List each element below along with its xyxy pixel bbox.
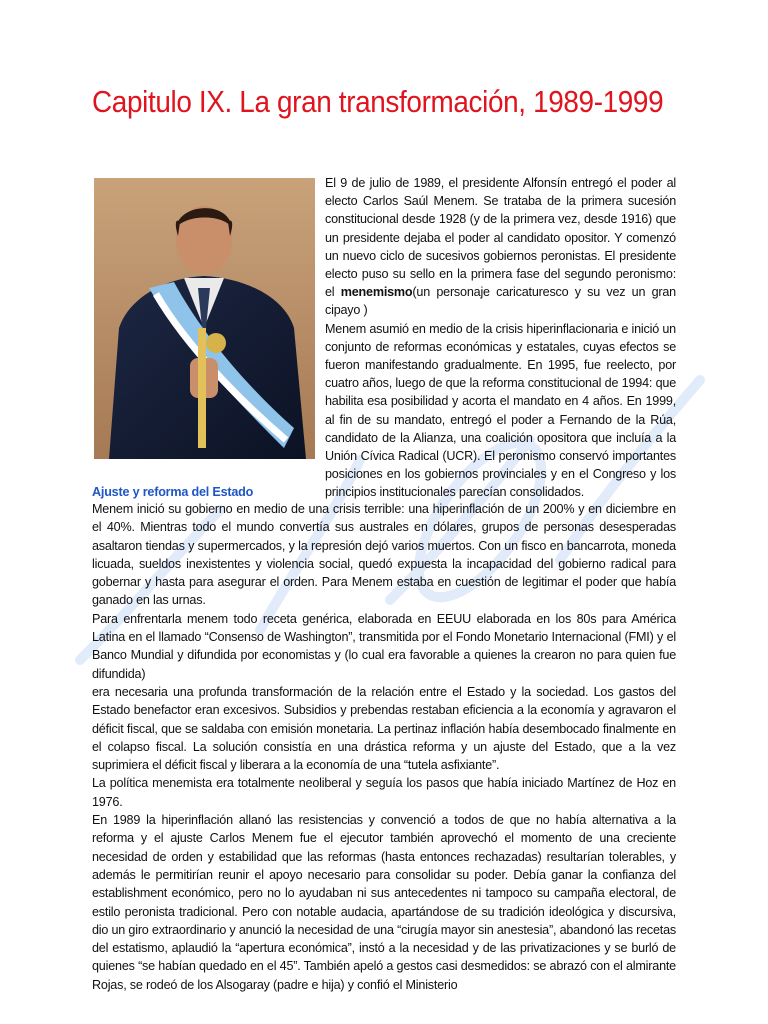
intro-paragraph-1-end: (un personaje caricaturesco y su vez un gran cipayo ) — [325, 285, 676, 318]
intro-paragraph-2: Menem asumió en medio de la crisis hiperinflacionaria e inició un conjunto de reformas económicas y estatales, cuyas efectos se fueron manifestando gradualmente. En 1995, fue reelecto, por cuatro años, luego de que la reforma constitucional de 1994: que habilita esa posibilidad y acorta el mandato en 4 años. En 1999, al fin de su mandato, entregó el poder a Fernando de la Rúa, candidato de la Alianza, una coalición opositora que incluía a la Unión Cívica Radical (UCR). El peronismo conservó importantes posiciones en los gobiernos provinciales y en el Congreso y los principios institucionales parecían consolidados. — [325, 321, 676, 500]
president-portrait-photo — [94, 178, 315, 459]
body-paragraph-2: Para enfrentarla menem todo receta genérica, elaborada en EEUU elaborada en los 80s para América Latina en el llamado “Consenso de Washington”, transmitida por el Fondo Monetario Internacional (FMI) y el Banco Mundial y difundida por economistas y (lo cual era favorable a quienes la crearon no para quien fue difundida) — [92, 611, 676, 681]
body-paragraph-5: En 1989 la hiperinflación allanó las resistencias y convenció a todos de que no había alternativa a la reforma y el ajuste Carlos Menem fue el ejecutor también aprovechó el momento de una creciente necesidad de orden y estabilidad que las reformas (hasta entonces rechazadas) resultarían tolerables, y además le permitirían reunir el apoyo necesario para consolidar su poder. Debía ganar la confianza del establishment económico, pero no lo ayudaban ni sus antecedentes ni tampoco su campaña electoral, de estilo peronista tradicional. Pero con notable audacia, apartándose de su tradición ideológica y discursiva, dio un giro extraordinario y anunció la necesidad de una “cirugía mayor sin anestesia”, abandonó las recetas del estatismo, aplaudió la “apertura económica”, instó a la necesidad y de las privatizaciones y se burló de quienes “se habían quedado en el 45”. También apeló a gestos casi desmedidos: se abrazó con el almirante Rojas, se rodeó de los Alsogaray (padre e hija) y confió el Ministerio — [92, 813, 676, 992]
intro-text-column — [325, 174, 676, 502]
intro-paragraph-1-text: El 9 de julio de 1989, el presidente Alfonsín entregó el poder al electo Carlos Saúl Menem. Se trataba de la primera sucesión constitucional desde 1928 (y de la primera vez, desde 1916) que un presidente dejaba el poder al candidato opositor. Y comenzó un nuevo ciclo de sucesivos gobiernos peronistas. El presidente electo puso su sello en la primera fase del segundo peronismo: el — [325, 176, 676, 300]
body-paragraph-4: La política menemista era totalmente neoliberal y seguía los pasos que había iniciado Martínez de Hoz en 1976. — [92, 776, 676, 809]
page-title: Capitulo IX. La gran transformación, 1989-1999 — [92, 84, 664, 119]
menemismo-term: menemismo — [340, 285, 413, 300]
section-heading: Ajuste y reforma del Estado — [92, 485, 254, 499]
body-paragraph-1: Menem inició su gobierno en medio de una crisis terrible: una hiperinflación de un 200% y en diciembre en el 40%. Mientras todo el mundo convertía sus australes en dólares, grupos de personas desesperadas asaltaron tiendas y supermercados, y la represión dejó varios muertos. Con un fisco en bancarrota, moneda licuada, sueldos inexistentes y violencia social, quedó expuesta la incapacidad del gobierno radical para gobernar y hasta para asegurar el orden. Para Menem estaba en cuestión de legitimar el poder que había ganado en las urnas. — [92, 502, 676, 608]
body-paragraph-3: era necesaria una profunda transformación de la relación entre el Estado y la sociedad. Los gastos del Estado benefactor eran excesivos. Subsidios y prebendas restaban eficiencia a la economía y agravaron el déficit fiscal, que se saldaba con emisión monetaria. La pertinaz inflación había desembocado finalmente en el colapso fiscal. La solución consistía en una drástica reforma y un ajuste del Estado, que a la vez suprimiera el déficit fiscal y liberara a la economía de una “tutela asfixiante”. — [92, 684, 676, 773]
intro-paragraph-1 — [325, 174, 676, 320]
main-body-text — [92, 500, 676, 994]
